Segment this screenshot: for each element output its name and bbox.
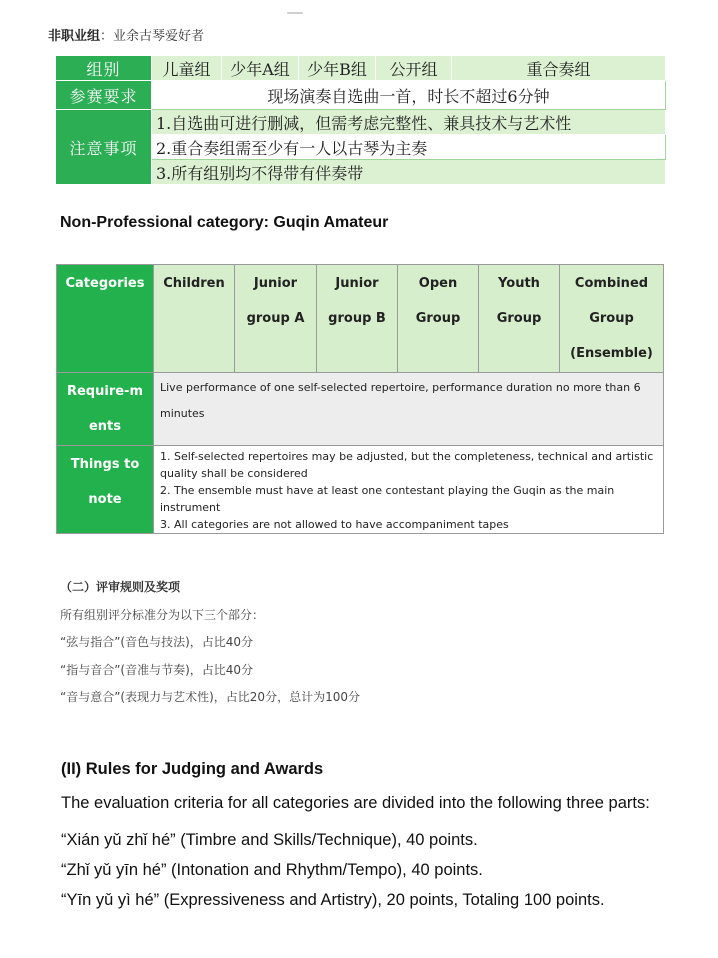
cn-table-cat: 少年B组 bbox=[299, 56, 376, 81]
en-rules-title: (II) Rules for Judging and Awards bbox=[61, 760, 324, 778]
en-table-note: 1. Self-selected repertoires may be adjusted, but the completeness, technical and artistic quality shall be considered bbox=[160, 450, 654, 480]
cn-rules-section bbox=[60, 574, 360, 712]
en-rules-section bbox=[61, 757, 650, 915]
cn-rules-line: “指与音合”(音准与节奏)，占比40分 bbox=[60, 662, 254, 677]
cn-table-note: 3.所有组别均不得带有伴奏带 bbox=[152, 160, 666, 185]
en-rules-item: “Yīn yǔ yì hé” (Expressiveness and Artistry), 20 points, Totaling 100 points. bbox=[61, 891, 605, 909]
cn-table-cat: 儿童组 bbox=[152, 56, 222, 81]
cn-rules-subtitle: （二）评审规则及奖项 bbox=[60, 580, 181, 594]
en-table-notes-cell bbox=[154, 446, 664, 534]
en-table-cat-junior-a bbox=[235, 265, 317, 373]
en-category-table bbox=[56, 264, 664, 534]
cn-category-colon: ： bbox=[100, 29, 114, 44]
en-table-cat-junior-b bbox=[317, 265, 398, 373]
cn-table-head-notes: 注意事项 bbox=[56, 110, 152, 185]
cn-rules-line: “音与意合”(表现力与艺术性)，占比20分，总计为100分 bbox=[60, 690, 360, 704]
en-rules-items bbox=[61, 825, 650, 915]
en-table-cat-children bbox=[154, 265, 235, 373]
en-table-note: 3. All categories are not allowed to have accompaniment tapes bbox=[160, 518, 509, 531]
cn-table-note: 1.自选曲可进行删减，但需考虑完整性、兼具技术与艺术性 bbox=[152, 110, 666, 135]
cn-category-table bbox=[55, 55, 666, 185]
cn-category-value: 业余古琴爱好者 bbox=[113, 29, 205, 44]
cn-table-row-categories bbox=[56, 56, 666, 81]
cn-rules-line: 所有组别评分标准分为以下三个部分： bbox=[60, 607, 265, 622]
en-cat-line: Combined bbox=[574, 276, 649, 291]
en-table-row-categories bbox=[57, 265, 664, 373]
en-table-cat-open bbox=[398, 265, 479, 373]
en-table-head-categories: Categories bbox=[57, 265, 154, 373]
en-cat-line: Group bbox=[589, 311, 634, 326]
en-cat-line: Group bbox=[415, 311, 461, 326]
en-head-line: Things to bbox=[70, 457, 140, 472]
cn-table-row-requirements bbox=[56, 81, 666, 110]
en-table-cat-combined bbox=[560, 265, 664, 373]
cn-category-heading bbox=[48, 25, 204, 44]
en-cat-line: Junior bbox=[253, 276, 298, 291]
en-table-note: 2. The ensemble must have at least one contestant playing the Guqin as the main instrument bbox=[160, 484, 615, 514]
en-rules-item: “Zhǐ yǔ yīn hé” (Intonation and Rhythm/Tempo), 40 points. bbox=[61, 861, 483, 879]
en-head-line: Require-m bbox=[66, 384, 143, 399]
en-category-heading: Non-Professional category: Guqin Amateur bbox=[60, 214, 389, 231]
cn-table-head-requirements: 参赛要求 bbox=[56, 81, 152, 110]
cn-table-note: 2.重合奏组需至少有一人以古琴为主奏 bbox=[152, 135, 666, 160]
en-rules-intro: The evaluation criteria for all categories are divided into the following three parts: bbox=[61, 794, 650, 812]
cn-table-cat: 重合奏组 bbox=[452, 56, 666, 81]
cn-table-head-categories: 组别 bbox=[56, 56, 152, 81]
en-table-requirements-text: Live performance of one self-selected repertoire, performance duration no more than 6 minutes bbox=[154, 373, 664, 446]
en-cat-line: Open bbox=[418, 276, 458, 291]
en-rules-item: “Xián yǔ zhǐ hé” (Timbre and Skills/Technique), 40 points. bbox=[61, 831, 478, 849]
en-table-head-notes bbox=[57, 446, 154, 534]
en-cat-line: group A bbox=[246, 311, 305, 326]
cn-table-cat: 公开组 bbox=[376, 56, 452, 81]
en-cat-line: Group bbox=[496, 311, 542, 326]
en-head-line: note bbox=[88, 492, 122, 507]
en-cat-line: Junior bbox=[335, 276, 379, 291]
en-cat-line: Youth bbox=[498, 276, 540, 291]
cn-table-cat: 少年A组 bbox=[222, 56, 299, 81]
en-cat-line: Children bbox=[163, 276, 225, 291]
en-table-head-requirements bbox=[57, 373, 154, 446]
cn-table-requirements-text: 现场演奏自选曲一首，时长不超过6分钟 bbox=[152, 81, 666, 110]
en-table-row-requirements bbox=[57, 373, 664, 446]
cn-table-row-notes-1 bbox=[56, 110, 666, 135]
en-cat-line: group B bbox=[328, 311, 386, 326]
en-table-cat-youth bbox=[479, 265, 560, 373]
en-head-line: ents bbox=[88, 419, 122, 434]
cn-category-label: 非职业组 bbox=[48, 29, 101, 44]
en-cat-line: (Ensemble) bbox=[570, 346, 653, 361]
top-divider-mark bbox=[287, 12, 303, 14]
en-table-row-notes bbox=[57, 446, 664, 534]
cn-rules-line: “弦与指合”(音色与技法)，占比40分 bbox=[60, 635, 254, 649]
